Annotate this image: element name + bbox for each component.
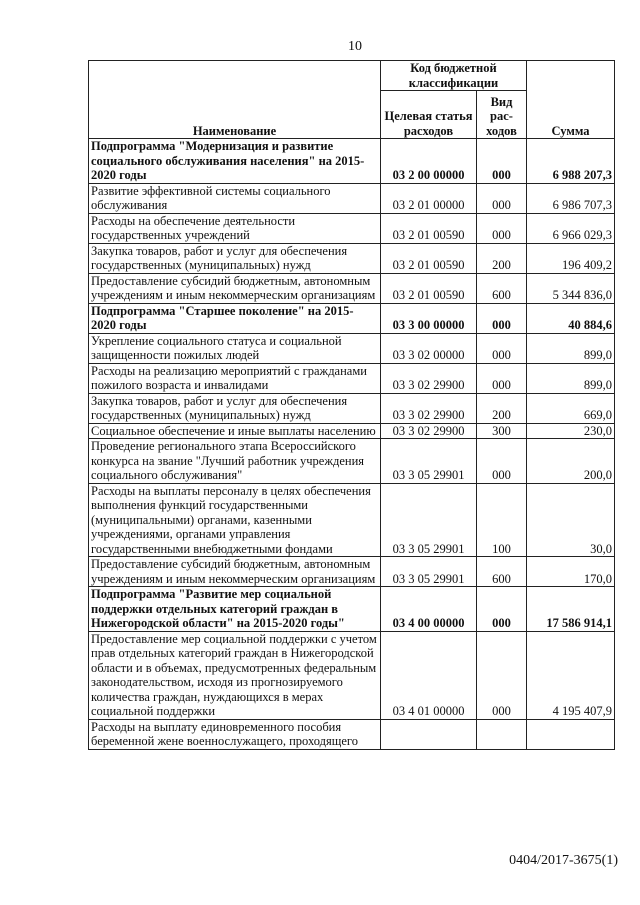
row-name: Подпрограмма "Старшее поколение" на 2015-2020 годы [89, 303, 381, 333]
row-kind-code: 600 [477, 273, 527, 303]
row-sum: 5 344 836,0 [527, 273, 615, 303]
table-row [89, 483, 615, 557]
table-row [89, 333, 615, 363]
row-name: Предоставление субсидий бюджетным, автономным учреждениям и иным некоммерческим организациям [89, 273, 381, 303]
table-row [89, 631, 615, 719]
row-target-code: 03 3 05 29901 [381, 557, 477, 587]
row-name: Укрепление социального статуса и социальной защищенности пожилых людей [89, 333, 381, 363]
row-kind-code: 000 [477, 139, 527, 184]
table-row [89, 213, 615, 243]
row-kind-code: 200 [477, 393, 527, 423]
row-sum: 4 195 407,9 [527, 631, 615, 719]
row-name: Подпрограмма "Развитие мер социальной поддержки отдельных категорий граждан в Нижегородской области" на 2015-2020 годы" [89, 587, 381, 632]
row-target-code [381, 719, 477, 749]
row-sum: 40 884,6 [527, 303, 615, 333]
row-sum: 899,0 [527, 363, 615, 393]
table-row [89, 243, 615, 273]
row-name: Закупка товаров, работ и услуг для обеспечения государственных (муниципальных) нужд [89, 243, 381, 273]
row-name: Расходы на обеспечение деятельности государственных учреждений [89, 213, 381, 243]
row-kind-code: 200 [477, 243, 527, 273]
row-kind-code: 100 [477, 483, 527, 557]
row-sum: 6 988 207,3 [527, 139, 615, 184]
header-target: Целевая статья расходов [381, 91, 477, 139]
table-row [89, 557, 615, 587]
header-code-group: Код бюджетной классификации [381, 61, 527, 91]
row-sum: 899,0 [527, 333, 615, 363]
row-target-code: 03 3 02 00000 [381, 333, 477, 363]
row-name: Предоставление субсидий бюджетным, автономным учреждениям и иным некоммерческим организациям [89, 557, 381, 587]
row-kind-code: 600 [477, 557, 527, 587]
row-sum: 170,0 [527, 557, 615, 587]
page-number: 10 [348, 39, 362, 54]
row-kind-code: 000 [477, 587, 527, 632]
row-name: Подпрограмма "Модернизация и развитие социального обслуживания населения" на 2015-2020 годы [89, 139, 381, 184]
row-kind-code [477, 719, 527, 749]
table-row [89, 439, 615, 484]
header-name: Наименование [89, 61, 381, 139]
row-target-code: 03 2 01 00590 [381, 243, 477, 273]
table-row [89, 719, 615, 749]
row-sum [527, 719, 615, 749]
document-code: 0404/2017-3675(1) [509, 853, 618, 868]
row-target-code: 03 2 01 00590 [381, 213, 477, 243]
row-target-code: 03 3 02 29900 [381, 363, 477, 393]
subprogram-row [89, 587, 615, 632]
subprogram-row [89, 303, 615, 333]
row-target-code: 03 2 01 00590 [381, 273, 477, 303]
table-row [89, 183, 615, 213]
row-target-code: 03 3 05 29901 [381, 439, 477, 484]
row-sum: 17 586 914,1 [527, 587, 615, 632]
row-name: Закупка товаров, работ и услуг для обеспечения государственных (муниципальных) нужд [89, 393, 381, 423]
row-sum: 200,0 [527, 439, 615, 484]
row-name: Предоставление мер социальной поддержки с учетом прав отдельных категорий граждан в Нижегородской области и в объемах, предусмотренных федеральным законодательством, исходя из прогнозируемого количества граждан, нуждающихся в мерах социальной поддержки [89, 631, 381, 719]
row-target-code: 03 3 02 29900 [381, 423, 477, 439]
row-target-code: 03 4 00 00000 [381, 587, 477, 632]
row-kind-code: 000 [477, 213, 527, 243]
row-kind-code: 000 [477, 439, 527, 484]
row-target-code: 03 3 00 00000 [381, 303, 477, 333]
row-kind-code: 000 [477, 363, 527, 393]
table-header [89, 61, 615, 139]
row-kind-code: 000 [477, 631, 527, 719]
header-kind: Вид рас-ходов [477, 91, 527, 139]
row-name: Проведение регионального этапа Всероссийского конкурса на звание "Лучший работник учреждения социального обслуживания" [89, 439, 381, 484]
row-target-code: 03 3 05 29901 [381, 483, 477, 557]
row-target-code: 03 4 01 00000 [381, 631, 477, 719]
row-name: Социальное обеспечение и иные выплаты населению [89, 423, 381, 439]
row-name: Расходы на выплату единовременного пособия беременной жене военнослужащего, проходящего [89, 719, 381, 749]
row-sum: 230,0 [527, 423, 615, 439]
row-sum: 30,0 [527, 483, 615, 557]
row-kind-code: 000 [477, 303, 527, 333]
row-kind-code: 300 [477, 423, 527, 439]
row-kind-code: 000 [477, 333, 527, 363]
row-name: Расходы на выплаты персоналу в целях обеспечения выполнения функций государственными (муниципальными) органами, казенными учреждениями, органами управления государственными внебюджетными фондами [89, 483, 381, 557]
row-target-code: 03 2 00 00000 [381, 139, 477, 184]
subprogram-row [89, 139, 615, 184]
row-sum: 669,0 [527, 393, 615, 423]
table-row [89, 393, 615, 423]
row-target-code: 03 2 01 00000 [381, 183, 477, 213]
table-row [89, 363, 615, 393]
table-row [89, 273, 615, 303]
row-sum: 196 409,2 [527, 243, 615, 273]
row-target-code: 03 3 02 29900 [381, 393, 477, 423]
budget-table [88, 60, 615, 750]
header-sum: Сумма [527, 61, 615, 139]
row-kind-code: 000 [477, 183, 527, 213]
row-name: Развитие эффективной системы социального обслуживания [89, 183, 381, 213]
table-body [89, 139, 615, 750]
table-row [89, 423, 615, 439]
row-sum: 6 966 029,3 [527, 213, 615, 243]
row-name: Расходы на реализацию мероприятий с гражданами пожилого возраста и инвалидами [89, 363, 381, 393]
row-sum: 6 986 707,3 [527, 183, 615, 213]
